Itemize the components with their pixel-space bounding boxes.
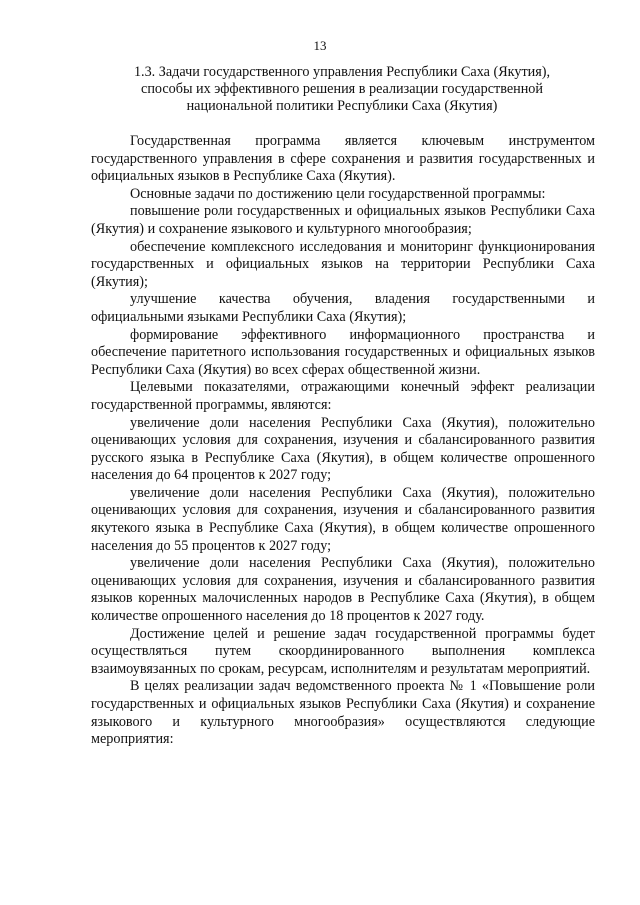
section-title-line: способы их эффективного решения в реализации государственной <box>141 81 543 97</box>
page-number: 13 <box>313 38 327 53</box>
list-item: увеличение доли населения Республики Саха (Якутия), положительно оценивающих условия для сохранения, изучения и сбалансированного развития языков коренных малочисленных народов в Республике Саха (Якутия), в общем количестве опрошенного населения до 18 процентов к 2027 году. <box>91 555 595 625</box>
paragraph: Государственная программа является ключевым инструментом государственного управления в сфере сохранения и развития государственных и официальных языков в Республике Саха (Якутия). <box>91 133 595 185</box>
list-item: увеличение доли населения Республики Саха (Якутия), положительно оценивающих условия для сохранения, изучения и сбалансированного развития якутекого языка в Республике Саха (Якутия), в общем количестве опрошенного населения до 55 процентов к 2027 году; <box>91 484 595 554</box>
list-item: улучшение качества обучения, владения государственными и официальными языками Республики Саха (Якутия); <box>91 291 595 325</box>
section-title-line: национальной политики Республики Саха (Якутия) <box>186 98 498 114</box>
section-title <box>92 64 592 115</box>
paragraph: Основные задачи по достижению цели государственной программы: <box>130 185 546 202</box>
list-item: увеличение доли населения Республики Саха (Якутия), положительно оценивающих условия для сохранения, изучения и сбалансированного развития русского языка в Республике Саха (Якутия), в общем количестве опрошенного населения до 64 процентов к 2027 году; <box>91 414 595 484</box>
list-item: формирование эффективного информационного пространства и обеспечение паритетного использования государственных и официальных языков Республики Саха (Якутия) во всех сферах общественной жизни. <box>91 326 595 378</box>
body-text <box>91 133 595 749</box>
paragraph: В целях реализации задач ведомственного проекта № 1 «Повышение роли государственных и официальных языков Республики Саха (Якутия) и сохранение языкового и культурного многообразия» осуществляются следующие мероприятия: <box>91 678 595 748</box>
list-item: повышение роли государственных и официальных языков Республики Саха (Якутия) и сохранение языкового и культурного многообразия; <box>91 203 595 237</box>
section-title-line: 1.3. Задачи государственного управления Республики Саха (Якутия), <box>133 64 551 80</box>
paragraph: Целевыми показателями, отражающими конечный эффект реализации государственной программы, являются: <box>91 379 595 413</box>
paragraph: Достижение целей и решение задач государственной программы будет осуществляться путем скоординированного выполнения комплекса взаимоувязанных по срокам, ресурсам, исполнителям и результатам мероприятий. <box>91 625 595 677</box>
list-item: обеспечение комплексного исследования и мониторинг функционирования государственных и официальных языков на территории Республики Саха (Якутия); <box>91 238 595 290</box>
